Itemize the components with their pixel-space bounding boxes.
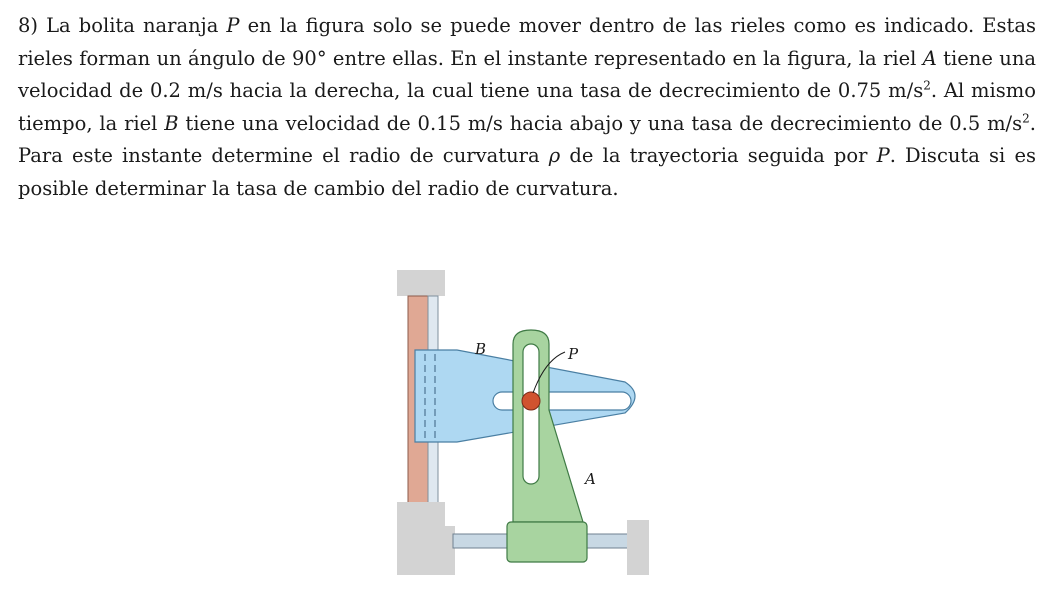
math-var: A: [922, 46, 937, 70]
label-a: A: [585, 470, 596, 488]
math-var: P: [226, 14, 240, 37]
problem-text: tiene una velocidad de 0.15 m/s hacia abajo y una tasa de decrecimiento de 0.5 m/s: [178, 111, 1023, 135]
math-var: B: [164, 111, 179, 135]
right-stop: [627, 520, 649, 575]
label-b: B: [475, 340, 487, 358]
problem-number: 8): [18, 14, 39, 37]
math-var: ρ: [548, 144, 561, 167]
ball-p: [522, 392, 540, 410]
problem-text: tiene una velocidad de 0.2 m/s hacia la derecha, la cual tiene una tasa de decrecimiento de 0.75 m/s: [18, 46, 1036, 102]
exponent: 2: [923, 78, 931, 93]
rail-a-slot: [523, 344, 539, 484]
exponent: 2: [1022, 111, 1030, 125]
label-p: P: [568, 345, 579, 363]
problem-text: en la figura solo se puede mover dentro de las rieles como es indicado. Estas rieles forman un ángulo de 90° entre ellas. En el instante representado en la figura, la riel: [18, 14, 1036, 70]
problem-text: . Para este instante determine el radio de curvatura: [18, 111, 1036, 167]
top-wall: [397, 270, 445, 296]
mechanism-figure: [395, 270, 655, 575]
rail-a-collar: [507, 522, 587, 562]
problem-text: . Discuta si es posible determinar la tasa de cambio del radio de curvatura.: [18, 144, 1036, 200]
base-block: [397, 502, 455, 575]
problem-text: de la trayectoria seguida por: [560, 144, 877, 167]
problem-statement: [18, 10, 1036, 205]
problem-text: . Al mismo tiempo, la riel: [18, 79, 1036, 135]
math-var: P: [876, 144, 890, 167]
problem-text: La bolita naranja: [46, 14, 227, 37]
